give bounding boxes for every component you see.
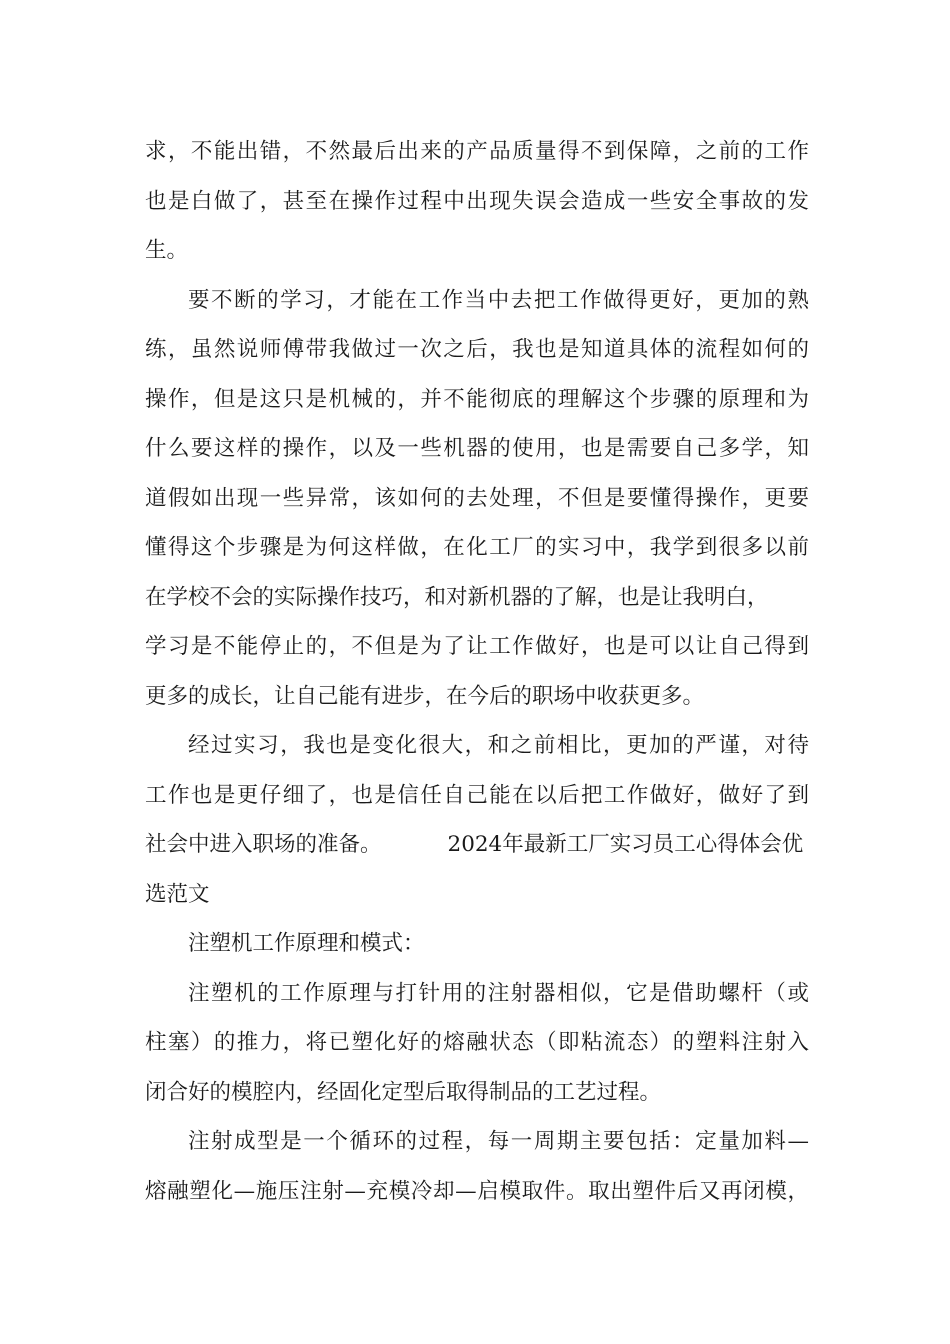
text-line: 更多的成长，让自己能有进步，在今后的职场中收获更多。 xyxy=(145,683,705,709)
text-line: 在学校不会的实际操作技巧，和对新机器的了解，也是让我明白， xyxy=(145,584,769,610)
section-heading: 注塑机工作原理和模式： xyxy=(188,931,425,956)
text-line: 熔融塑化—施压注射—充模冷却—启模取件。取出塑件后又再闭模， xyxy=(145,1178,809,1204)
article-title-continuation: 选范文 xyxy=(145,881,210,907)
paragraph-first-line: 注塑机的工作原理与打针用的注射器相似，它是借助螺杆（或 xyxy=(188,980,809,1006)
text-line: 柱塞）的推力，将已塑化好的熔融状态（即粘流态）的塑料注射入 xyxy=(145,1030,809,1055)
text-line: 生。 xyxy=(145,238,189,263)
text-fragment: 社会中进入职场的准备。 xyxy=(145,832,382,857)
paragraph-first-line: 注射成型是一个循环的过程，每一周期主要包括：定量加料— xyxy=(188,1129,809,1154)
text-line xyxy=(145,820,809,870)
paragraph-first-line: 经过实习，我也是变化很大，和之前相比，更加的严谨，对待 xyxy=(188,733,809,758)
text-line: 也是白做了，甚至在操作过程中出现失误会造成一些安全事故的发 xyxy=(145,188,809,214)
text-line: 求，不能出错，不然最后出来的产品质量得不到保障，之前的工作 xyxy=(145,139,809,164)
text-line: 学习是不能停止的，不但是为了让工作做好，也是可以让自己得到 xyxy=(145,634,809,659)
text-line: 什么要这样的操作，以及一些机器的使用，也是需要自己多学，知 xyxy=(145,436,809,461)
document-body xyxy=(145,127,809,1216)
text-line: 工作也是更仔细了，也是信任自己能在以后把工作做好，做好了到 xyxy=(145,782,809,808)
paragraph-first-line: 要不断的学习，才能在工作当中去把工作做得更好，更加的熟 xyxy=(188,287,809,313)
text-line: 道假如出现一些异常，该如何的去处理，不但是要懂得操作，更要 xyxy=(145,485,809,511)
text-line: 练，虽然说师傅带我做过一次之后，我也是知道具体的流程如何的 xyxy=(145,337,809,362)
article-title: 2024年最新工厂实习员工心得体会优 xyxy=(447,832,804,857)
text-line: 操作，但是这只是机械的，并不能彻底的理解这个步骤的原理和为 xyxy=(145,386,809,412)
text-line: 闭合好的模腔内，经固化定型后取得制品的工艺过程。 xyxy=(145,1079,662,1105)
text-line: 懂得这个步骤是为何这样做，在化工厂的实习中，我学到很多以前 xyxy=(145,535,809,560)
